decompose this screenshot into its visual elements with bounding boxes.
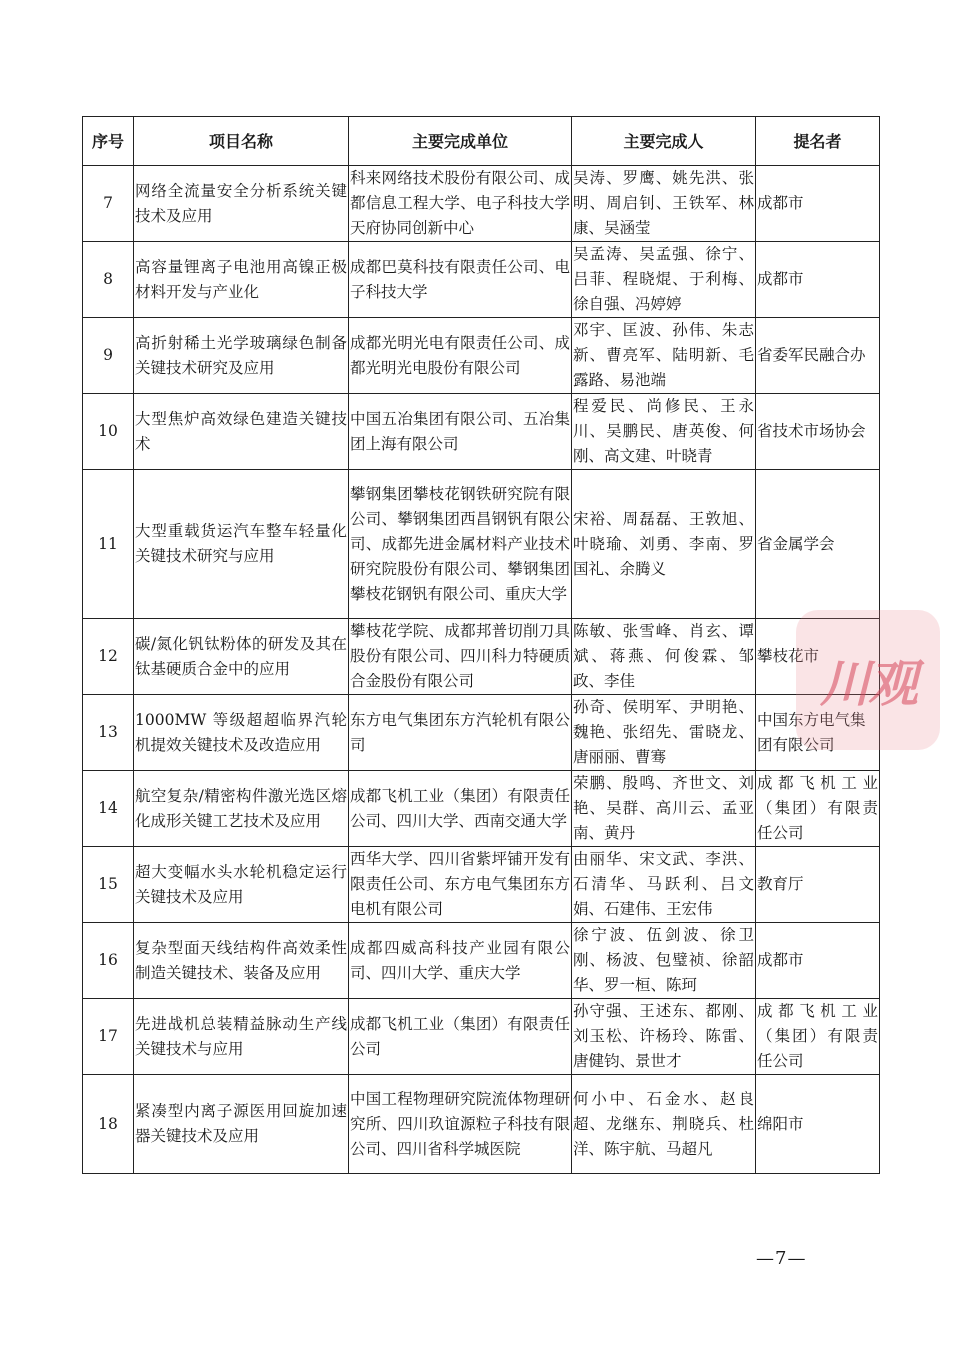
- seq-cell: 8: [83, 242, 134, 318]
- units-cell: 中国工程物理研究院流体物理研究所、四川玖谊源粒子科技有限公司、四川省科学城医院: [349, 1075, 572, 1174]
- nominator-cell: 成都飞机工业（集团）有限责任公司: [756, 999, 880, 1075]
- seq-cell: 17: [83, 999, 134, 1075]
- table-header-row: [83, 117, 880, 166]
- people-cell: 邓宇、匡波、孙伟、朱志新、曹亮军、陆明新、毛露路、易池端: [572, 318, 756, 394]
- seq-cell: 11: [83, 470, 134, 619]
- units-cell: 成都飞机工业（集团）有限责任公司、四川大学、西南交通大学: [349, 771, 572, 847]
- nominator-cell: 成都市: [756, 923, 880, 999]
- people-cell: 程爱民、尚修民、王永川、吴鹏民、唐英俊、何刚、高文建、叶晓青: [572, 394, 756, 470]
- nominator-cell: 省金属学会: [756, 470, 880, 619]
- table-row: [83, 242, 880, 318]
- people-cell: 孙守强、王述东、都刚、刘玉松、许杨玲、陈雷、唐健钧、景世才: [572, 999, 756, 1075]
- project-name-cell: 超大变幅水头水轮机稳定运行关键技术及应用: [134, 847, 349, 923]
- people-cell: 何小中、石金水、赵良超、龙继东、荆晓兵、杜洋、陈宇航、马超凡: [572, 1075, 756, 1174]
- header-nominator: 提名者: [756, 117, 880, 166]
- seq-cell: 18: [83, 1075, 134, 1174]
- seq-cell: 9: [83, 318, 134, 394]
- units-cell: 西华大学、四川省紫坪铺开发有限责任公司、东方电气集团东方电机有限公司: [349, 847, 572, 923]
- seq-cell: 10: [83, 394, 134, 470]
- seq-cell: 14: [83, 771, 134, 847]
- seq-cell: 13: [83, 695, 134, 771]
- units-cell: 中国五冶集团有限公司、五冶集团上海有限公司: [349, 394, 572, 470]
- awards-table: [82, 116, 880, 1174]
- units-cell: 成都光明光电有限责任公司、成都光明光电股份有限公司: [349, 318, 572, 394]
- people-cell: 由丽华、宋文武、李洪、石清华、马跃利、吕文娟、石建伟、王宏伟: [572, 847, 756, 923]
- people-cell: 吴孟涛、吴孟强、徐宁、吕菲、程晓焜、于利梅、徐自强、冯婷婷: [572, 242, 756, 318]
- units-cell: 攀枝花学院、成都邦普切削刀具股份有限公司、四川科力特硬质合金股份有限公司: [349, 619, 572, 695]
- people-cell: 孙奇、侯明军、尹明艳、魏艳、张绍先、雷晓龙、唐丽丽、曹骞: [572, 695, 756, 771]
- header-seq: 序号: [83, 117, 134, 166]
- people-cell: 吴涛、罗鹰、姚先洪、张明、周启钊、王铁军、林康、吴涵莹: [572, 166, 756, 242]
- table-row: [83, 771, 880, 847]
- units-cell: 成都巴莫科技有限责任公司、电子科技大学: [349, 242, 572, 318]
- nominator-cell: 省委军民融合办: [756, 318, 880, 394]
- units-cell: 成都四威高科技产业园有限公司、四川大学、重庆大学: [349, 923, 572, 999]
- table-row: [83, 394, 880, 470]
- nominator-cell: 省技术市场协会: [756, 394, 880, 470]
- table-row: [83, 318, 880, 394]
- project-name-cell: 高容量锂离子电池用高镍正极材料开发与产业化: [134, 242, 349, 318]
- people-cell: 宋裕、周磊磊、王敦旭、叶晓瑜、刘勇、李南、罗国礼、余腾义: [572, 470, 756, 619]
- nominator-cell: 成都市: [756, 166, 880, 242]
- seq-cell: 12: [83, 619, 134, 695]
- units-cell: 成都飞机工业（集团）有限责任公司: [349, 999, 572, 1075]
- project-name-cell: 碳/氮化钒钛粉体的研发及其在钛基硬质合金中的应用: [134, 619, 349, 695]
- page-number: —7—: [756, 1248, 807, 1269]
- nominator-cell: 攀枝花市: [756, 619, 880, 695]
- seq-cell: 16: [83, 923, 134, 999]
- units-cell: 东方电气集团东方汽轮机有限公司: [349, 695, 572, 771]
- project-name-cell: 大型重载货运汽车整车轻量化关键技术研究与应用: [134, 470, 349, 619]
- project-name-cell: 高折射稀土光学玻璃绿色制备关键技术研究及应用: [134, 318, 349, 394]
- people-cell: 徐宁波、伍剑波、徐卫刚、杨波、包璧祯、徐韶华、罗一桓、陈珂: [572, 923, 756, 999]
- header-units: 主要完成单位: [349, 117, 572, 166]
- people-cell: 荣鹏、殷鸣、齐世文、刘艳、吴群、高川云、孟亚南、黄丹: [572, 771, 756, 847]
- table-row: [83, 923, 880, 999]
- seq-cell: 7: [83, 166, 134, 242]
- nominator-cell: 绵阳市: [756, 1075, 880, 1174]
- table-row: [83, 166, 880, 242]
- table-row: [83, 470, 880, 619]
- people-cell: 陈敏、张雪峰、肖玄、谭斌、蒋燕、何俊霖、邹政、李佳: [572, 619, 756, 695]
- nominator-cell: 教育厅: [756, 847, 880, 923]
- table-row: [83, 847, 880, 923]
- project-name-cell: 1000MW 等级超超临界汽轮机提效关键技术及改造应用: [134, 695, 349, 771]
- table-row: [83, 999, 880, 1075]
- project-name-cell: 复杂型面天线结构件高效柔性制造关键技术、装备及应用: [134, 923, 349, 999]
- table-row: [83, 1075, 880, 1174]
- table-row: [83, 619, 880, 695]
- project-name-cell: 航空复杂/精密构件激光选区熔化成形关键工艺技术及应用: [134, 771, 349, 847]
- header-project-name: 项目名称: [134, 117, 349, 166]
- seq-cell: 15: [83, 847, 134, 923]
- project-name-cell: 先进战机总装精益脉动生产线关键技术与应用: [134, 999, 349, 1075]
- units-cell: 攀钢集团攀枝花钢铁研究院有限公司、攀钢集团西昌钢钒有限公司、成都先进金属材料产业技术研究院股份有限公司、攀钢集团攀枝花钢钒有限公司、重庆大学: [349, 470, 572, 619]
- header-people: 主要完成人: [572, 117, 756, 166]
- project-name-cell: 网络全流量安全分析系统关键技术及应用: [134, 166, 349, 242]
- project-name-cell: 紧凑型内离子源医用回旋加速器关键技术及应用: [134, 1075, 349, 1174]
- table-row: [83, 695, 880, 771]
- units-cell: 科来网络技术股份有限公司、成都信息工程大学、电子科技大学天府协同创新中心: [349, 166, 572, 242]
- nominator-cell: 成都市: [756, 242, 880, 318]
- nominator-cell: 中国东方电气集团有限公司: [756, 695, 880, 771]
- nominator-cell: 成都飞机工业（集团）有限责任公司: [756, 771, 880, 847]
- watermark-text: 川观: [820, 655, 916, 713]
- project-name-cell: 大型焦炉高效绿色建造关键技术: [134, 394, 349, 470]
